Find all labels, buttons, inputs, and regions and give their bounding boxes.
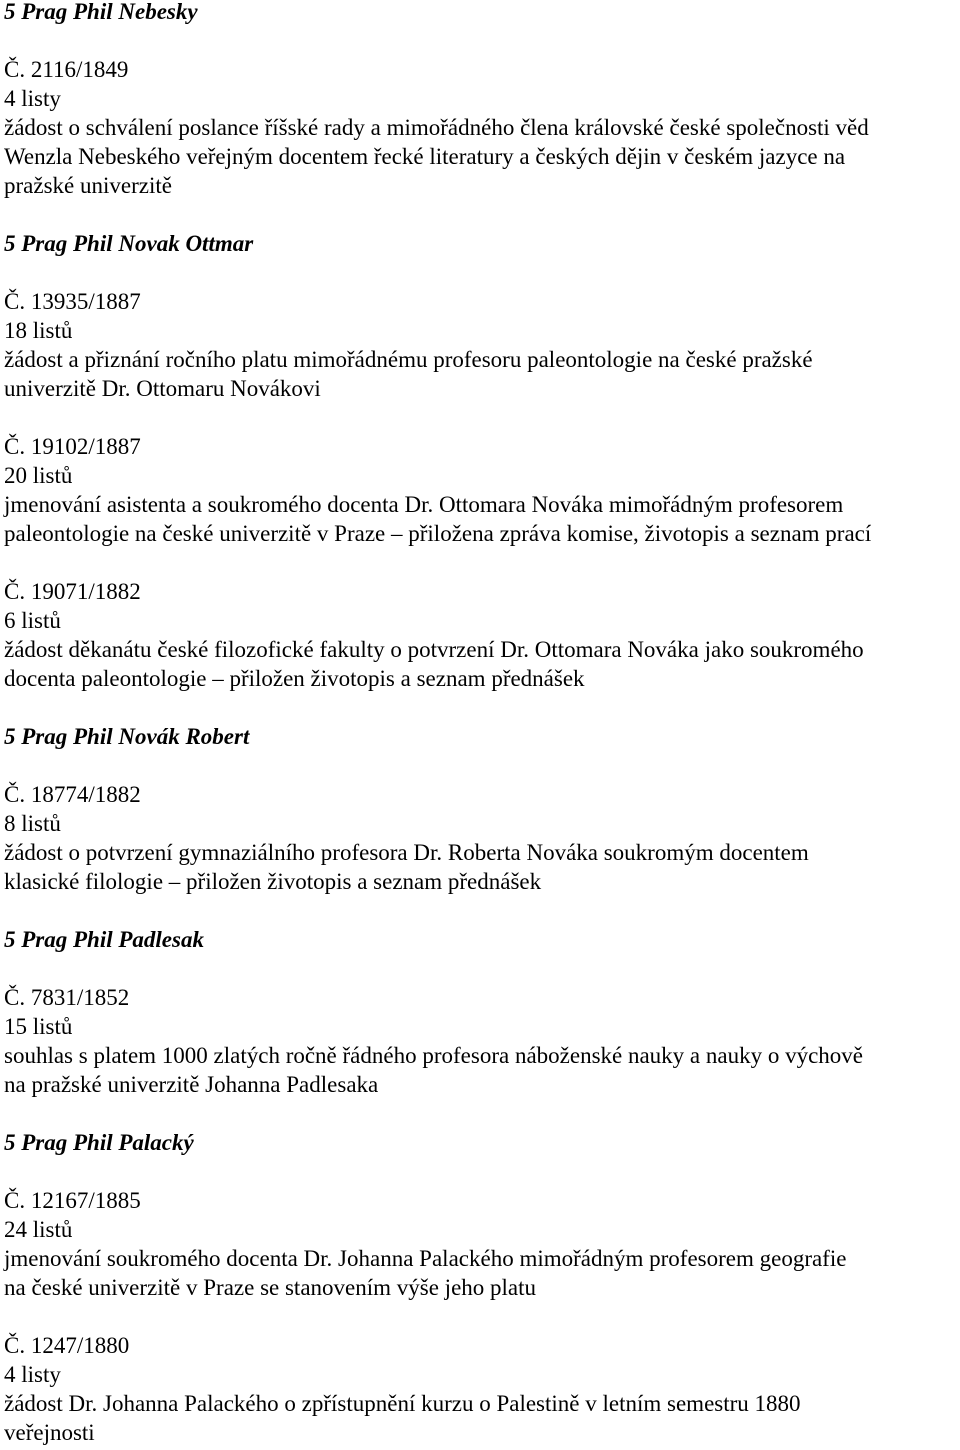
record-sheet-count: 15 listů <box>4 1014 73 1039</box>
spacer <box>4 1302 958 1331</box>
archive-record <box>4 1186 958 1302</box>
record-number: Č. 18774/1882 <box>4 782 141 807</box>
archive-section <box>4 722 958 925</box>
record-description-line: žádost děkanátu české filozofické fakulty o potvrzení Dr. Ottomara Nováka jako soukromého <box>4 637 864 662</box>
spacer <box>4 548 958 577</box>
record-number: Č. 12167/1885 <box>4 1188 141 1213</box>
spacer <box>4 751 958 780</box>
archive-record <box>4 577 958 693</box>
spacer <box>4 200 958 229</box>
spacer <box>4 1099 958 1128</box>
section-heading: 5 Prag Phil Novak Ottmar <box>4 231 254 256</box>
record-sheet-count: 6 listů <box>4 608 61 633</box>
record-description-line: jmenování soukromého docenta Dr. Johanna Palackého mimořádným profesorem geografie <box>4 1246 847 1271</box>
record-sheet-count: 24 listů <box>4 1217 73 1242</box>
archive-record <box>4 55 958 200</box>
record-description-line: univerzitě Dr. Ottomaru Novákovi <box>4 376 321 401</box>
record-number: Č. 19102/1887 <box>4 434 141 459</box>
record-sheet-count: 8 listů <box>4 811 61 836</box>
record-number: Č. 2116/1849 <box>4 57 129 82</box>
record-description-line: žádost Dr. Johanna Palackého o zpřístupnění kurzu o Palestině v letním semestru 1880 <box>4 1391 801 1416</box>
archive-section <box>4 229 958 722</box>
record-number: Č. 13935/1887 <box>4 289 141 314</box>
record-sheet-count: 20 listů <box>4 463 73 488</box>
spacer <box>4 403 958 432</box>
spacer <box>4 693 958 722</box>
record-description-line: klasické filologie – přiložen životopis a seznam přednášek <box>4 869 542 894</box>
record-description-line: paleontologie na české univerzitě v Praze – přiložena zpráva komise, životopis a seznam prací <box>4 521 872 546</box>
record-number: Č. 19071/1882 <box>4 579 141 604</box>
archive-record <box>4 432 958 548</box>
record-sheet-count: 4 listy <box>4 1362 61 1387</box>
spacer <box>4 258 958 287</box>
record-description-line: veřejnosti <box>4 1420 95 1445</box>
archive-record <box>4 287 958 403</box>
record-description-line: Wenzla Nebeského veřejným docentem řecké literatury a českých dějin v českém jazyce na <box>4 144 846 169</box>
record-number: Č. 7831/1852 <box>4 985 130 1010</box>
section-heading: 5 Prag Phil Padlesak <box>4 927 204 952</box>
archive-record <box>4 780 958 896</box>
archive-section <box>4 1128 958 1447</box>
record-description-line: pražské univerzitě <box>4 173 172 198</box>
record-sheet-count: 4 listy <box>4 86 61 111</box>
archive-record <box>4 1331 958 1447</box>
archive-section <box>4 925 958 1128</box>
spacer <box>4 1157 958 1186</box>
record-description-line: jmenování asistenta a soukromého docenta Dr. Ottomara Nováka mimořádným profesorem <box>4 492 844 517</box>
record-description-line: na pražské univerzitě Johanna Padlesaka <box>4 1072 379 1097</box>
spacer <box>4 26 958 55</box>
archive-record <box>4 983 958 1099</box>
record-description-line: na české univerzitě v Praze se stanovením výše jeho platu <box>4 1275 537 1300</box>
spacer <box>4 896 958 925</box>
record-description-line: žádost a přiznání ročního platu mimořádnému profesoru paleontologie na české pražské <box>4 347 813 372</box>
record-sheet-count: 18 listů <box>4 318 73 343</box>
record-description-line: žádost o potvrzení gymnaziálního profesora Dr. Roberta Nováka soukromým docentem <box>4 840 809 865</box>
spacer <box>4 954 958 983</box>
document-page <box>4 0 958 1447</box>
section-heading: 5 Prag Phil Palacký <box>4 1130 194 1155</box>
record-description-line: souhlas s platem 1000 zlatých ročně řádného profesora náboženské nauky a nauky o výchově <box>4 1043 864 1068</box>
record-number: Č. 1247/1880 <box>4 1333 130 1358</box>
record-description-line: docenta paleontologie – přiložen životopis a seznam přednášek <box>4 666 585 691</box>
archive-section <box>4 0 958 229</box>
section-heading: 5 Prag Phil Nebesky <box>4 0 198 24</box>
section-heading: 5 Prag Phil Novák Robert <box>4 724 250 749</box>
record-description-line: žádost o schválení poslance říšské rady a mimořádného člena královské české společnosti věd <box>4 115 869 140</box>
